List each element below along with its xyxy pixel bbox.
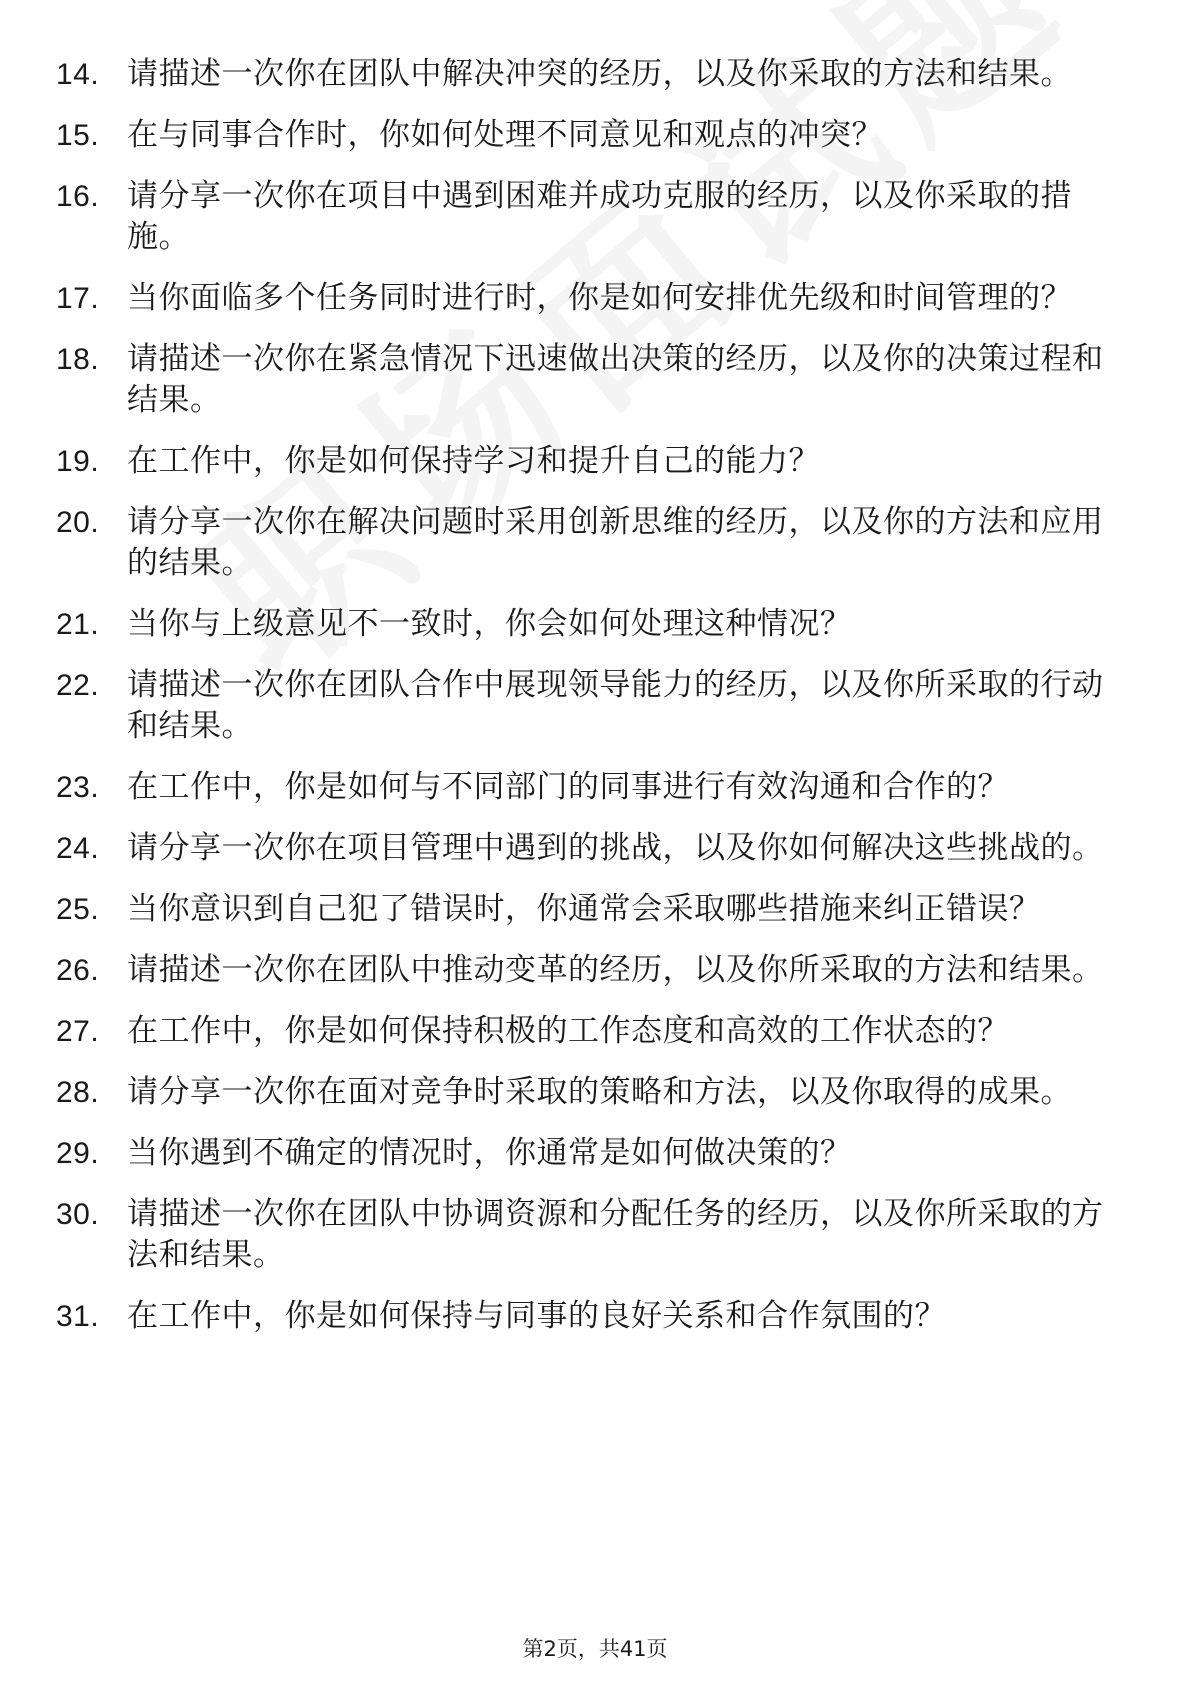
list-item (0, 604, 1190, 645)
list-item (0, 278, 1190, 319)
list-item (0, 889, 1190, 930)
question-text: 当你遇到不确定的情况时，你通常是如何做决策的？ (127, 1135, 852, 1171)
list-item (0, 1296, 1190, 1337)
question-text: 在工作中，你是如何与不同部门的同事进行有效沟通和合作的？ (127, 769, 1009, 805)
question-number: 20. (56, 506, 100, 539)
question-number: 15. (56, 119, 100, 152)
question-text: 请分享一次你在项目中遇到困难并成功克服的经历，以及你采取的措施。 (127, 178, 1072, 255)
question-text: 请分享一次你在面对竞争时采取的策略和方法，以及你取得的成果。 (127, 1074, 1072, 1110)
list-item (0, 441, 1190, 482)
question-number: 18. (56, 343, 100, 376)
list-item (0, 1133, 1190, 1174)
question-list (0, 54, 1190, 1357)
question-text: 请描述一次你在团队中推动变革的经历，以及你所采取的方法和结果。 (127, 952, 1104, 988)
question-number: 31. (56, 1300, 100, 1333)
list-item (0, 176, 1190, 258)
question-text: 当你与上级意见不一致时，你会如何处理这种情况？ (127, 606, 852, 642)
question-number: 29. (56, 1137, 100, 1170)
list-item (0, 115, 1190, 156)
question-text: 请描述一次你在紧急情况下迅速做出决策的经历，以及你的决策过程和结果。 (127, 341, 1104, 418)
question-text: 请分享一次你在项目管理中遇到的挑战，以及你如何解决这些挑战的。 (127, 830, 1104, 866)
question-number: 17. (56, 282, 100, 315)
question-number: 26. (56, 954, 100, 987)
question-text: 请描述一次你在团队中协调资源和分配任务的经历，以及你所采取的方法和结果。 (127, 1196, 1104, 1273)
question-number: 27. (56, 1015, 100, 1048)
list-item (0, 502, 1190, 584)
list-item (0, 1011, 1190, 1052)
question-text: 当你面临多个任务同时进行时，你是如何安排优先级和时间管理的？ (127, 280, 1072, 316)
question-text: 请分享一次你在解决问题时采用创新思维的经历，以及你的方法和应用的结果。 (127, 504, 1104, 581)
question-number: 21. (56, 608, 100, 641)
list-item (0, 1072, 1190, 1113)
question-text: 在工作中，你是如何保持与同事的良好关系和合作氛围的？ (127, 1298, 946, 1334)
question-number: 22. (56, 669, 100, 702)
question-text: 在工作中，你是如何保持学习和提升自己的能力？ (127, 443, 820, 479)
list-item (0, 54, 1190, 95)
question-number: 23. (56, 771, 100, 804)
question-number: 30. (56, 1198, 100, 1231)
question-number: 28. (56, 1076, 100, 1109)
list-item (0, 767, 1190, 808)
list-item (0, 828, 1190, 869)
list-item (0, 950, 1190, 991)
list-item (0, 665, 1190, 747)
question-number: 14. (56, 58, 100, 91)
page-footer (0, 1633, 1190, 1663)
question-number: 25. (56, 893, 100, 926)
list-item (0, 339, 1190, 421)
question-text: 在工作中，你是如何保持积极的工作态度和高效的工作状态的？ (127, 1013, 1009, 1049)
list-item (0, 1194, 1190, 1276)
question-number: 19. (56, 445, 100, 478)
question-text: 请描述一次你在团队中解决冲突的经历，以及你采取的方法和结果。 (127, 56, 1072, 92)
question-number: 24. (56, 832, 100, 865)
question-number: 16. (56, 180, 100, 213)
question-text: 在与同事合作时，你如何处理不同意见和观点的冲突？ (127, 117, 883, 153)
page-number-label: 第2页，共41页 (522, 1637, 668, 1661)
question-text: 当你意识到自己犯了错误时，你通常会采取哪些措施来纠正错误？ (127, 891, 1041, 927)
question-text: 请描述一次你在团队合作中展现领导能力的经历，以及你所采取的行动和结果。 (127, 667, 1104, 744)
